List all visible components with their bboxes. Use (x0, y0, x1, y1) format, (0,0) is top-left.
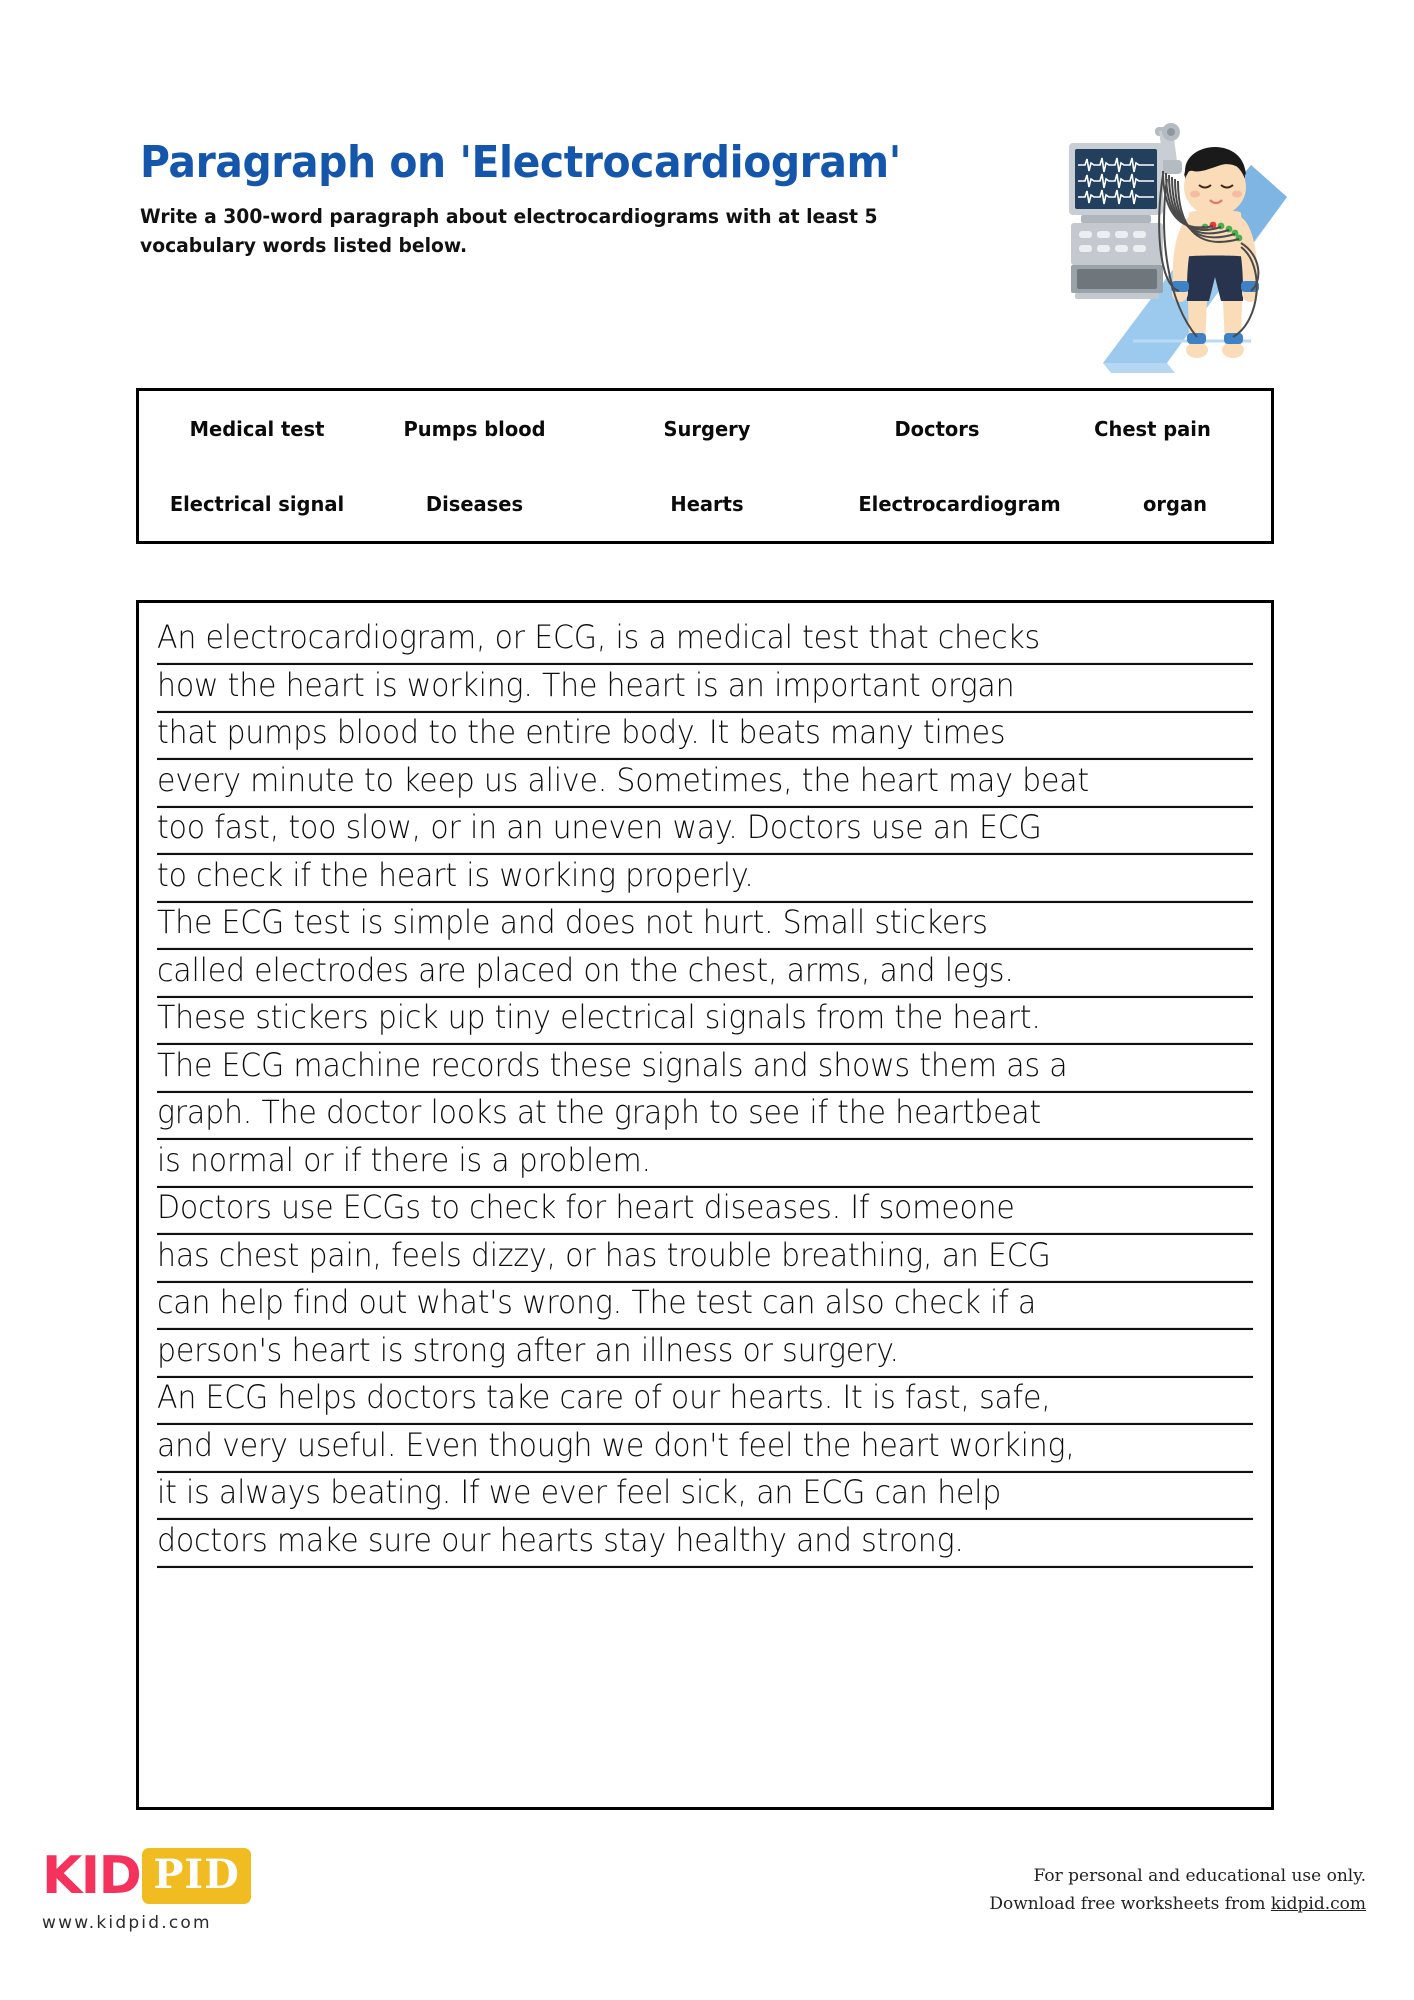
answer-line: Doctors use ECGs to check for heart diseases. If someone (157, 1183, 1253, 1234)
vocab-word: Pumps blood (403, 416, 546, 441)
kidpid-logo[interactable] (42, 1848, 251, 1933)
vocab-word: Electrocardiogram (858, 491, 1061, 516)
logo-kid-text: KID (42, 1846, 141, 1906)
vocab-word: Surgery (663, 416, 751, 441)
answer-line: to check if the heart is working properly. (157, 851, 1253, 902)
page-footer (0, 1810, 1414, 2000)
answer-line: that pumps blood to the entire body. It beats many times (157, 708, 1253, 759)
answer-line: how the heart is working. The heart is an important organ (157, 661, 1253, 712)
vocab-word: Chest pain (1094, 416, 1211, 441)
answer-line: person's heart is strong after an illness or surgery. (157, 1326, 1253, 1377)
answer-line: and very useful. Even though we don't feel the heart working, (157, 1421, 1253, 1472)
answer-line: doctors make sure our hearts stay healthy and strong. (157, 1516, 1253, 1567)
vocabulary-row-2 (139, 466, 1271, 541)
vocabulary-row-1 (139, 391, 1271, 466)
logo-url-text: www.kidpid.com (42, 1913, 212, 1933)
footer-notice-line-2 (989, 1890, 1366, 1918)
page-instructions: Write a 300-word paragraph about electrocardiograms with at least 5 vocabulary words listed below. (140, 205, 878, 258)
footer-notice (989, 1862, 1366, 1918)
vocab-word: Diseases (425, 491, 524, 516)
ecg-machine-patient-illustration (1055, 105, 1290, 375)
answer-line: can help find out what's wrong. The test can also check if a (157, 1278, 1253, 1329)
page-title: Paragraph on 'Electrocardiogram' (140, 137, 901, 188)
answer-paragraph-box[interactable] (136, 600, 1274, 1810)
vocab-word: organ (1143, 491, 1207, 516)
vocab-word: Medical test (189, 416, 325, 441)
vocab-word: Electrical signal (169, 491, 345, 516)
worksheet-header (140, 137, 1070, 261)
answer-line: These stickers pick up tiny electrical signals from the heart. (157, 993, 1253, 1044)
answer-text (157, 617, 1253, 1567)
footer-notice-prefix: Download free worksheets from (989, 1894, 1271, 1915)
answer-line: The ECG machine records these signals and shows them as a (157, 1041, 1253, 1092)
answer-line: An ECG helps doctors take care of our hearts. It is fast, safe, (157, 1373, 1253, 1424)
answer-line: is normal or if there is a problem. (157, 1136, 1253, 1187)
answer-line: has chest pain, feels dizzy, or has trouble breathing, an ECG (157, 1231, 1253, 1282)
logo-pid-badge: PID (142, 1848, 250, 1904)
vocab-word: Hearts (670, 491, 744, 516)
answer-line: The ECG test is simple and does not hurt. Small stickers (157, 898, 1253, 949)
vocab-word: Doctors (894, 416, 980, 441)
answer-line: called electrodes are placed on the chest, arms, and legs. (157, 946, 1253, 997)
answer-line: every minute to keep us alive. Sometimes, the heart may beat (157, 756, 1253, 807)
vocabulary-box (136, 388, 1274, 544)
footer-notice-line-1: For personal and educational use only. (1033, 1866, 1366, 1886)
logo-wordmark (42, 1848, 251, 1904)
answer-line: too fast, too slow, or in an uneven way. Doctors use an ECG (157, 803, 1253, 854)
kidpid-link[interactable]: kidpid.com (1270, 1894, 1366, 1915)
answer-line: graph. The doctor looks at the graph to see if the heartbeat (157, 1088, 1253, 1139)
answer-line: An electrocardiogram, or ECG, is a medical test that checks (157, 613, 1253, 664)
ecg-monitor (1069, 143, 1163, 299)
answer-line: it is always beating. If we ever feel sick, an ECG can help (157, 1468, 1253, 1519)
